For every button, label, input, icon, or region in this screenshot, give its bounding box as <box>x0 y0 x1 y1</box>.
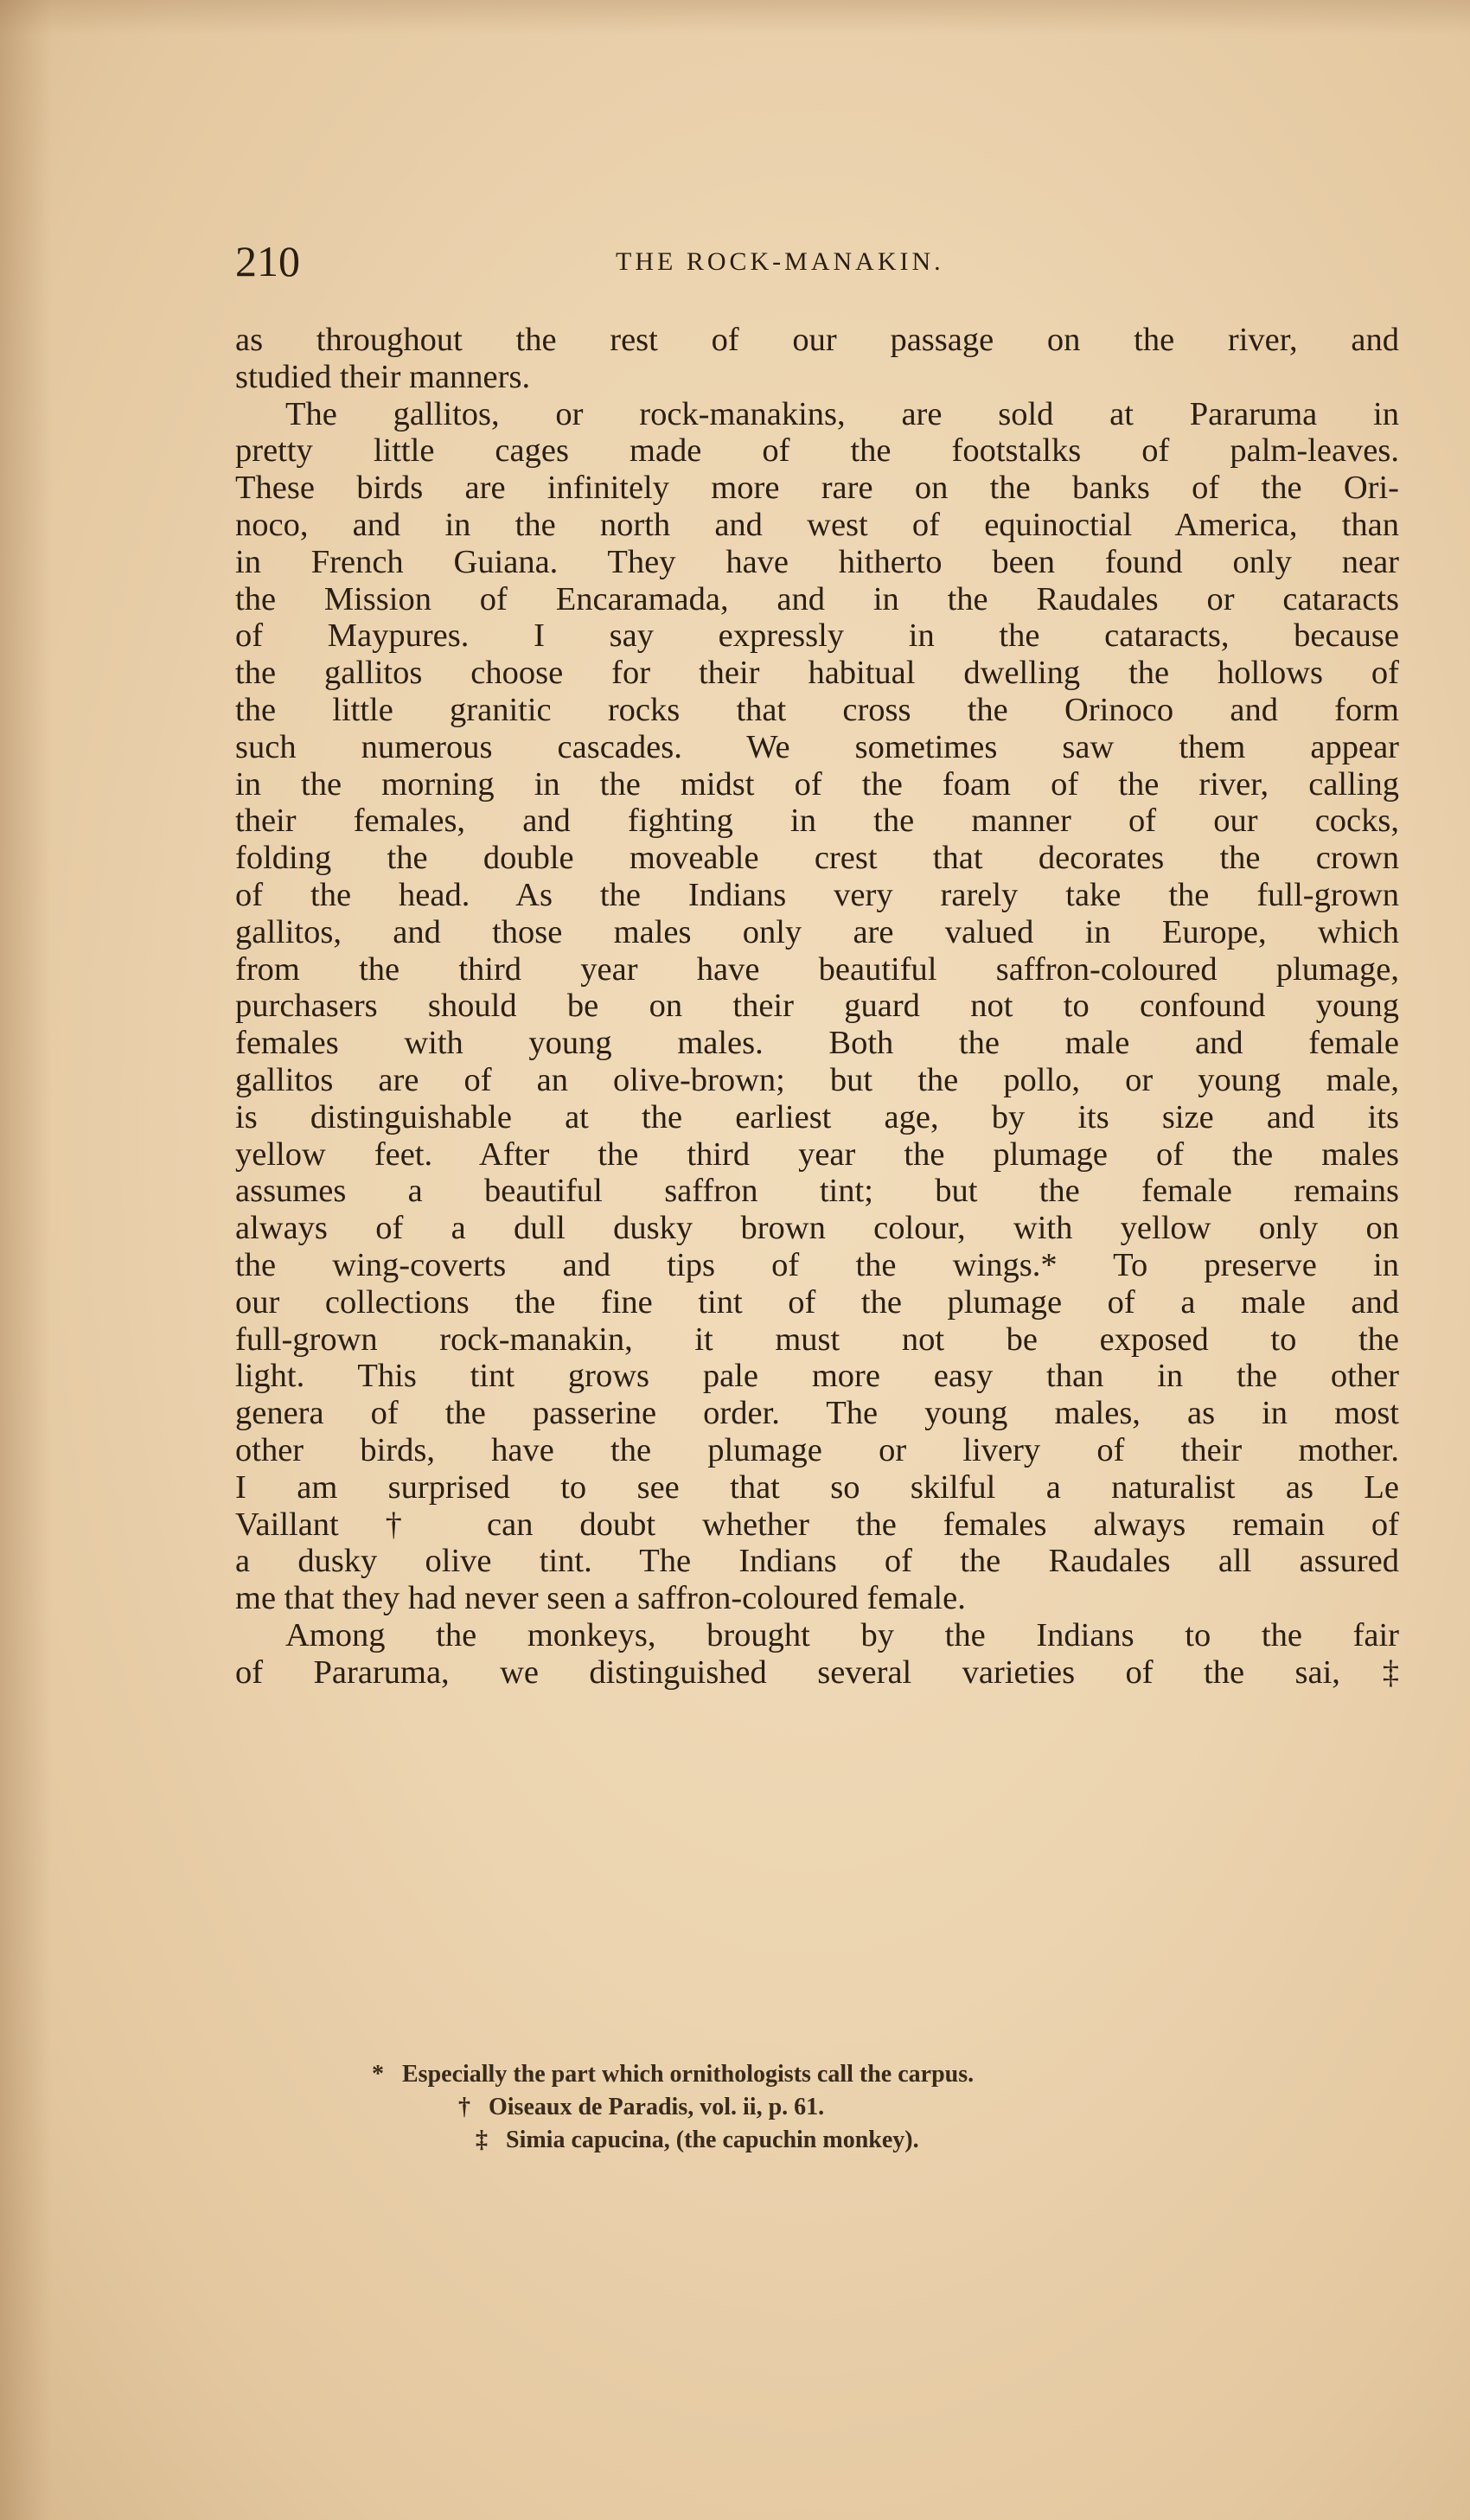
text-line: folding the double moveable crest that decorates the crown <box>235 840 1399 877</box>
text-line: pretty little cages made of the footstalks of palm-leaves. <box>235 432 1399 470</box>
body-text <box>235 322 1399 1691</box>
text-line: the Mission of Encaramada, and in the Raudales or cataracts <box>235 580 1399 617</box>
text-line: a dusky olive tint. The Indians of the Raudales all assured <box>235 1543 1399 1580</box>
text-line: their females, and fighting in the manner of our cocks, <box>235 803 1399 840</box>
text-line: I am surprised to see that so skilful a naturalist as Le <box>235 1468 1399 1506</box>
footnote-text: Especially the part which ornithologists call the carpus. <box>402 2061 975 2088</box>
text-line: gallitos are of an olive-brown; but the pollo, or young male, <box>235 1061 1399 1098</box>
page-number: 210 <box>235 237 300 285</box>
footnote <box>372 2058 1280 2091</box>
text-line: females with young males. Both the male and female <box>235 1025 1399 1062</box>
footnote-text: Oiseaux de Paradis, vol. ii, p. 61. <box>489 2094 825 2120</box>
text-line: is distinguishable at the earliest age, by its size and its <box>235 1098 1399 1135</box>
text-line: of Pararuma, we distinguished several varieties of the sai,‡ <box>235 1653 1399 1691</box>
text-line: our collections the fine tint of the plumage of a male and <box>235 1283 1399 1321</box>
text-line: the little granitic rocks that cross the Orinoco and form <box>235 691 1399 728</box>
page-header <box>235 235 1399 287</box>
text-line: the wing-coverts and tips of the wings.* To preserve in <box>235 1246 1399 1283</box>
text-line: such numerous cascades. We sometimes saw them appear <box>235 728 1399 765</box>
text-line: me that they had never seen a saffron-coloured female. <box>235 1580 966 1617</box>
text-line: other birds, have the plumage or livery of their mother. <box>235 1431 1399 1468</box>
text-line: studied their manners. <box>235 358 531 395</box>
footnote <box>372 2124 1280 2157</box>
footnote-mark: † <box>458 2094 470 2120</box>
text-line: from the third year have beautiful saffron-coloured plumage, <box>235 950 1399 988</box>
footnotes <box>372 2058 1280 2157</box>
text-line: of Maypures. I say expressly in the cataracts, because <box>235 617 1399 655</box>
text-line: purchasers should be on their guard not to confound young <box>235 988 1399 1025</box>
footnote-mark: ‡ <box>476 2127 488 2153</box>
text-line: noco, and in the north and west of equinoctial America, than <box>235 506 1399 543</box>
text-line: always of a dull dusky brown colour, with yellow only on <box>235 1210 1399 1247</box>
text-line: genera of the passerine order. The young males, as in most <box>235 1395 1399 1432</box>
text-line: the gallitos choose for their habitual dwelling the hollows of <box>235 655 1399 692</box>
text-line: The gallitos, or rock-manakins, are sold at Pararuma in <box>285 395 1399 432</box>
text-line: Among the monkeys, brought by the Indians to the fair <box>285 1616 1399 1653</box>
footnote-text: Simia capucina, (the capuchin monkey). <box>506 2127 919 2153</box>
running-title: THE ROCK-MANAKIN. <box>616 247 944 276</box>
text-line: of the head. As the Indians very rarely take the full-grown <box>235 876 1399 913</box>
text-line: in the morning in the midst of the foam of the river, calling <box>235 765 1399 803</box>
text-line: These birds are infinitely more rare on the banks of the Ori- <box>235 470 1399 507</box>
text-line: light. This tint grows pale more easy than in the other <box>235 1358 1399 1395</box>
footnote <box>372 2091 1280 2124</box>
text-line: assumes a beautiful saffron tint; but the female remains <box>235 1173 1399 1210</box>
text-line: full-grown rock-manakin, it must not be exposed to the <box>235 1321 1399 1358</box>
text-line: gallitos, and those males only are valued in Europe, which <box>235 913 1399 950</box>
footnote-mark: * <box>372 2061 384 2088</box>
text-line: yellow feet. After the third year the plumage of the males <box>235 1135 1399 1173</box>
text-line: in French Guiana. They have hitherto been found only near <box>235 543 1399 580</box>
text-line: Vaillant † can doubt whether the females always remain of <box>235 1506 1399 1543</box>
text-line: as throughout the rest of our passage on the river, and <box>235 322 1399 358</box>
